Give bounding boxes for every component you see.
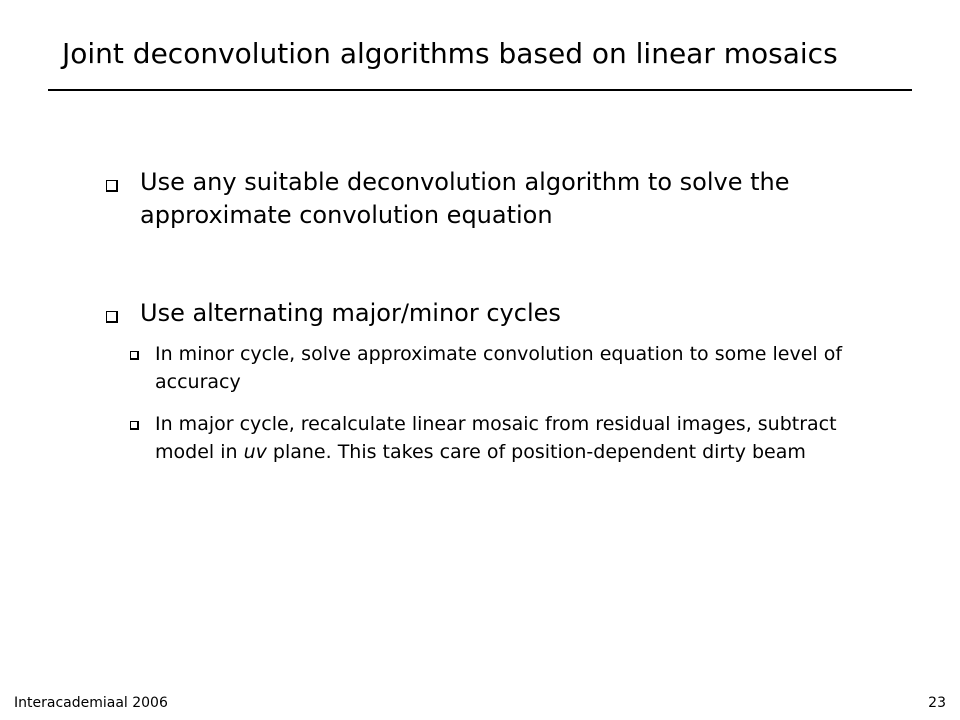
checkbox-bullet-icon — [130, 421, 139, 430]
sub-bullet-item — [130, 340, 850, 396]
bullet-text: Use any suitable deconvolution algorithm to solve the approximate convolution equation — [140, 168, 790, 229]
title-divider — [48, 89, 912, 91]
checkbox-bullet-icon — [130, 351, 139, 360]
bullet-item — [106, 297, 866, 330]
page-number: 23 — [928, 695, 946, 711]
checkbox-bullet-icon — [106, 180, 118, 192]
sub-bullet-text-part: plane. This takes care of position-dependent dirty beam — [266, 441, 806, 463]
sub-bullet-text: In minor cycle, solve approximate convolution equation to some level of accuracy — [155, 343, 843, 393]
bullet-item — [106, 166, 866, 232]
uv-emphasis: uv — [243, 441, 267, 463]
slide-title: Joint deconvolution algorithms based on linear mosaics — [62, 37, 838, 70]
footer-label: Interacademiaal 2006 — [14, 695, 168, 711]
sub-bullet-text — [155, 410, 850, 466]
bullet-text: Use alternating major/minor cycles — [140, 299, 561, 327]
sub-bullet-text-part: In major cycle, recalculate linear mosaic from residual images, subtract model in — [155, 413, 837, 463]
sub-bullet-item — [130, 410, 850, 466]
checkbox-bullet-icon — [106, 311, 118, 323]
